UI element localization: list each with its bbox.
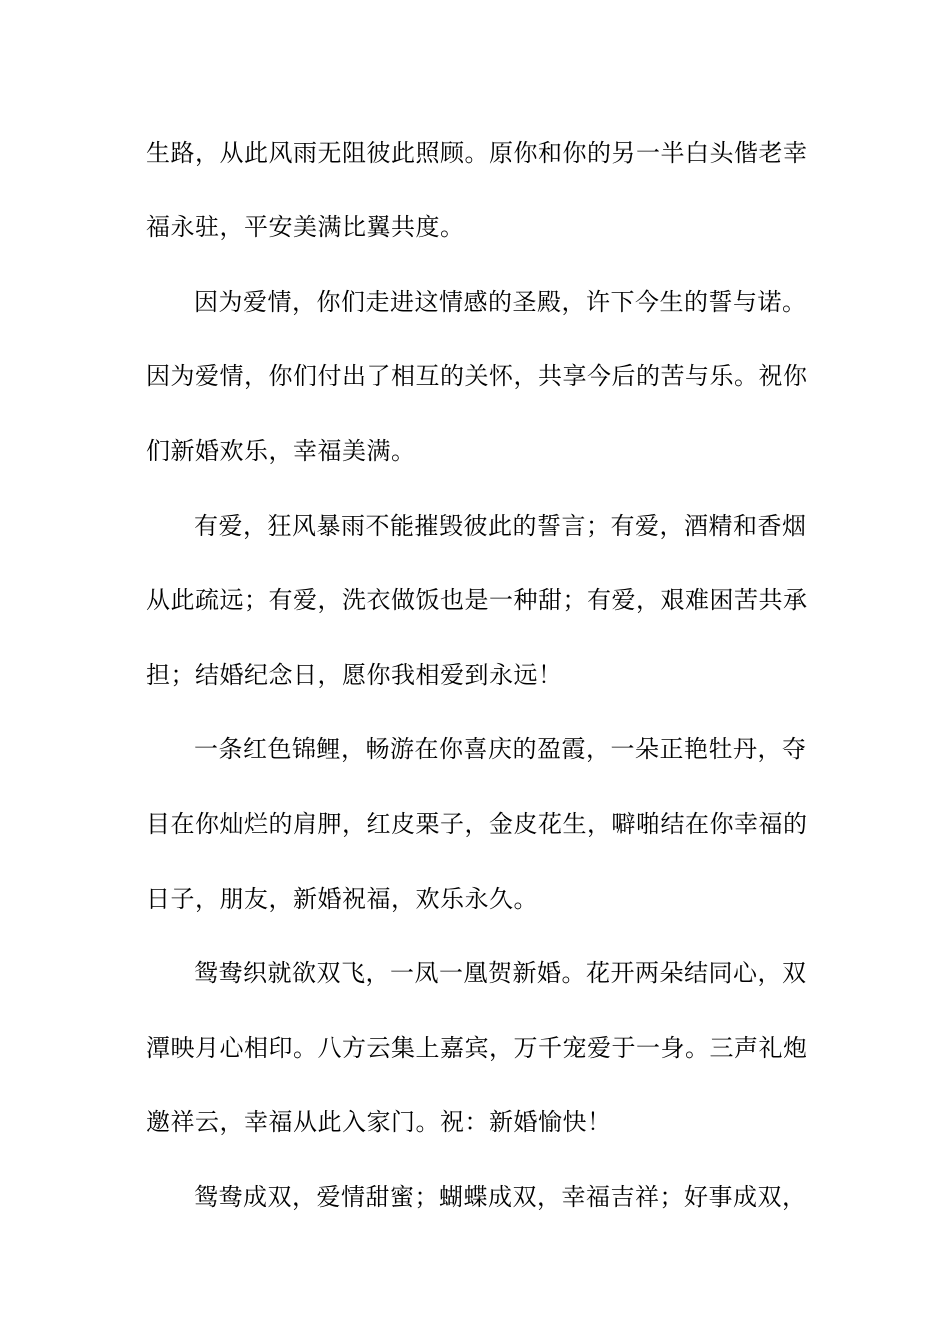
text-line: 潭映月心相印。八方云集上嘉宾，万千宠爱于一身。三声礼炮 <box>146 1034 808 1062</box>
text-line: 日子，朋友，新婚祝福，欢乐永久。 <box>146 885 538 913</box>
text-line: 邀祥云，幸福从此入家门。祝：新婚愉快！ <box>146 1108 612 1136</box>
text-line: 从此疏远；有爱，洗衣做饭也是一种甜；有爱，艰难困苦共承 <box>146 586 808 614</box>
paragraph-start-line: 因为爱情，你们付出了相互的关怀，共享今后的苦与乐。祝你 <box>146 362 808 390</box>
text-line: 们新婚欢乐，幸福美满。 <box>146 437 416 465</box>
paragraph-start-line: 鸳鸯成双，爱情甜蜜；蝴蝶成双，幸福吉祥；好事成双， <box>194 1183 807 1211</box>
paragraph-start-line: 鸳鸯织就欲双飞，一凤一凰贺新婚。花开两朵结同心，双 <box>194 959 807 987</box>
text-line: 目在你灿烂的肩胛，红皮栗子，金皮花生，噼啪结在你幸福的 <box>146 810 808 838</box>
paragraph-start-line: 因为爱情，你们走进这情感的圣殿，许下今生的誓与诺。 <box>194 288 807 316</box>
paragraph-start-line: 有爱，狂风暴雨不能摧毁彼此的誓言；有爱，酒精和香烟 <box>194 512 807 540</box>
text-line: 生路，从此风雨无阻彼此照顾。原你和你的另一半白头偕老幸 <box>146 139 808 167</box>
text-line: 担；结婚纪念日，愿你我相爱到永远！ <box>146 661 563 689</box>
paragraph-start-line: 一条红色锦鲤，畅游在你喜庆的盈霞，一朵正艳牡丹，夺 <box>194 735 807 763</box>
text-line: 福永驻，平安美满比翼共度。 <box>146 213 465 241</box>
